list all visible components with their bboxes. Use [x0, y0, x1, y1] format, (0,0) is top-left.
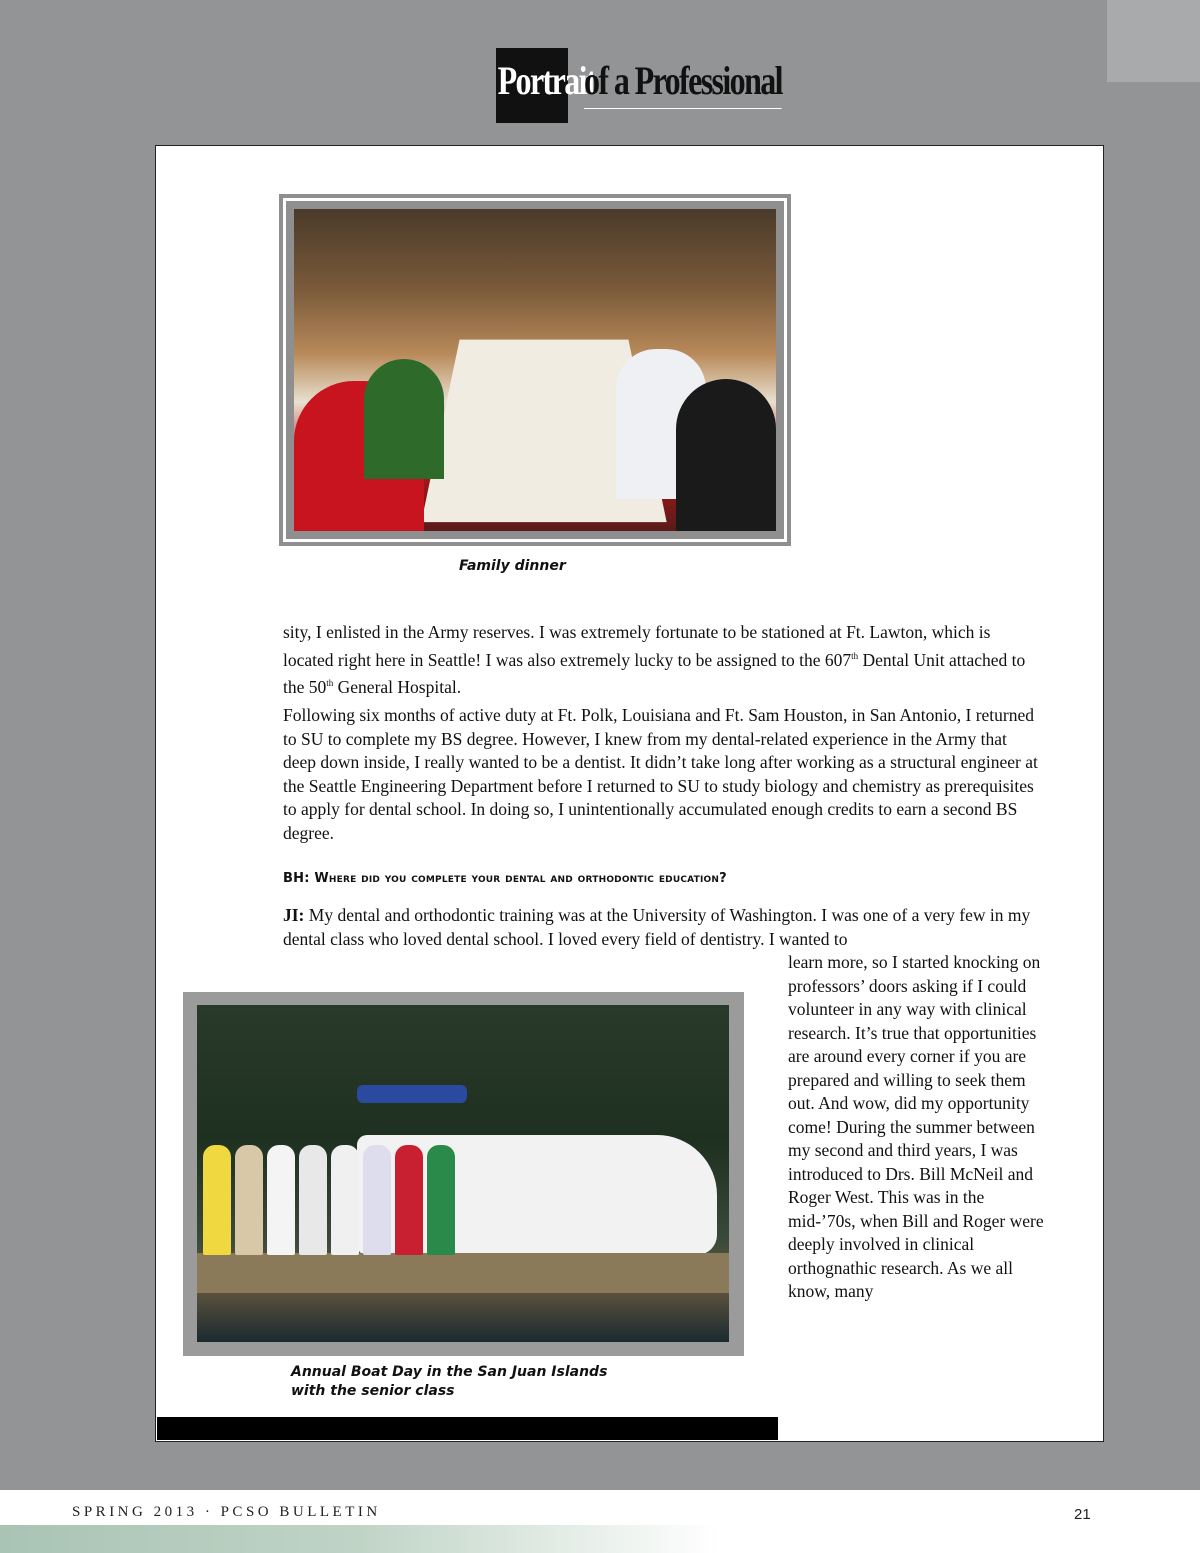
article-page [155, 145, 1104, 1442]
paragraph-army: sity, I enlisted in the Army reserves. I was extremely fortunate to be stationed at Ft. Lawton, which is located right here in Seattle! I was also extremely lucky to be assigned to the 607th Dental Unit attached to the 50th General Hospital. [283, 622, 1026, 697]
paragraph-following: Following six months of active duty at Ft. Polk, Louisiana and Ft. Sam Houston, in San Antonio, I returned to SU to complete my BS degree. However, I knew from my dental-related experience in the Army that deep down inside, I really wanted to be a dentist. It didn’t take long after working as a structural engineer at the Seattle Engineering Department before I returned to SU to study biology and chemistry as prerequisites to apply for dental school. In doing so, I unintentionally accumulated enough credits to earn a second BS degree. [283, 705, 1038, 843]
footer-publication: SPRING 2013 · PCSO BULLETIN [72, 1504, 381, 1520]
family-dinner-photo-frame [279, 194, 791, 546]
family-dinner-caption: Family dinner [459, 558, 566, 574]
bottom-bar [157, 1417, 778, 1440]
masthead-portrait: Portrait [496, 48, 568, 123]
boat-day-photo [197, 1005, 729, 1342]
page-number: 21 [1074, 1506, 1091, 1523]
paragraph-answer-column: learn more, so I started knocking on professors’ doors asking if I could volunteer in any way with clinical research. It’s true that opportunities are around every corner if you are prepared and willing to seek them out. And wow, did my opportunity come! During the summer between my second and third years, I was introduced to Drs. Bill McNeil and Roger West. This was in the mid-’70s, when Bill and Roger were deeply involved in clinical orthognathic research. As we all know, many [788, 952, 1044, 1301]
interview-question: BH: Where did you complete your dental and orthodontic education? [283, 871, 727, 886]
masthead-of-a-professional: of a Professional [584, 48, 782, 109]
family-dinner-photo [294, 209, 776, 531]
corner-tab [1107, 0, 1200, 82]
masthead [496, 48, 831, 123]
footer-gradient [0, 1525, 720, 1553]
boat-day-photo-frame [183, 992, 744, 1356]
paragraph-answer-full: JI: My dental and orthodontic training was at the University of Washington. I was one of a very few in my dental class who loved dental school. I loved every field of dentistry. I wanted to [283, 905, 1031, 949]
boat-day-caption: Annual Boat Day in the San Juan Islands with the senior class [291, 1364, 608, 1399]
